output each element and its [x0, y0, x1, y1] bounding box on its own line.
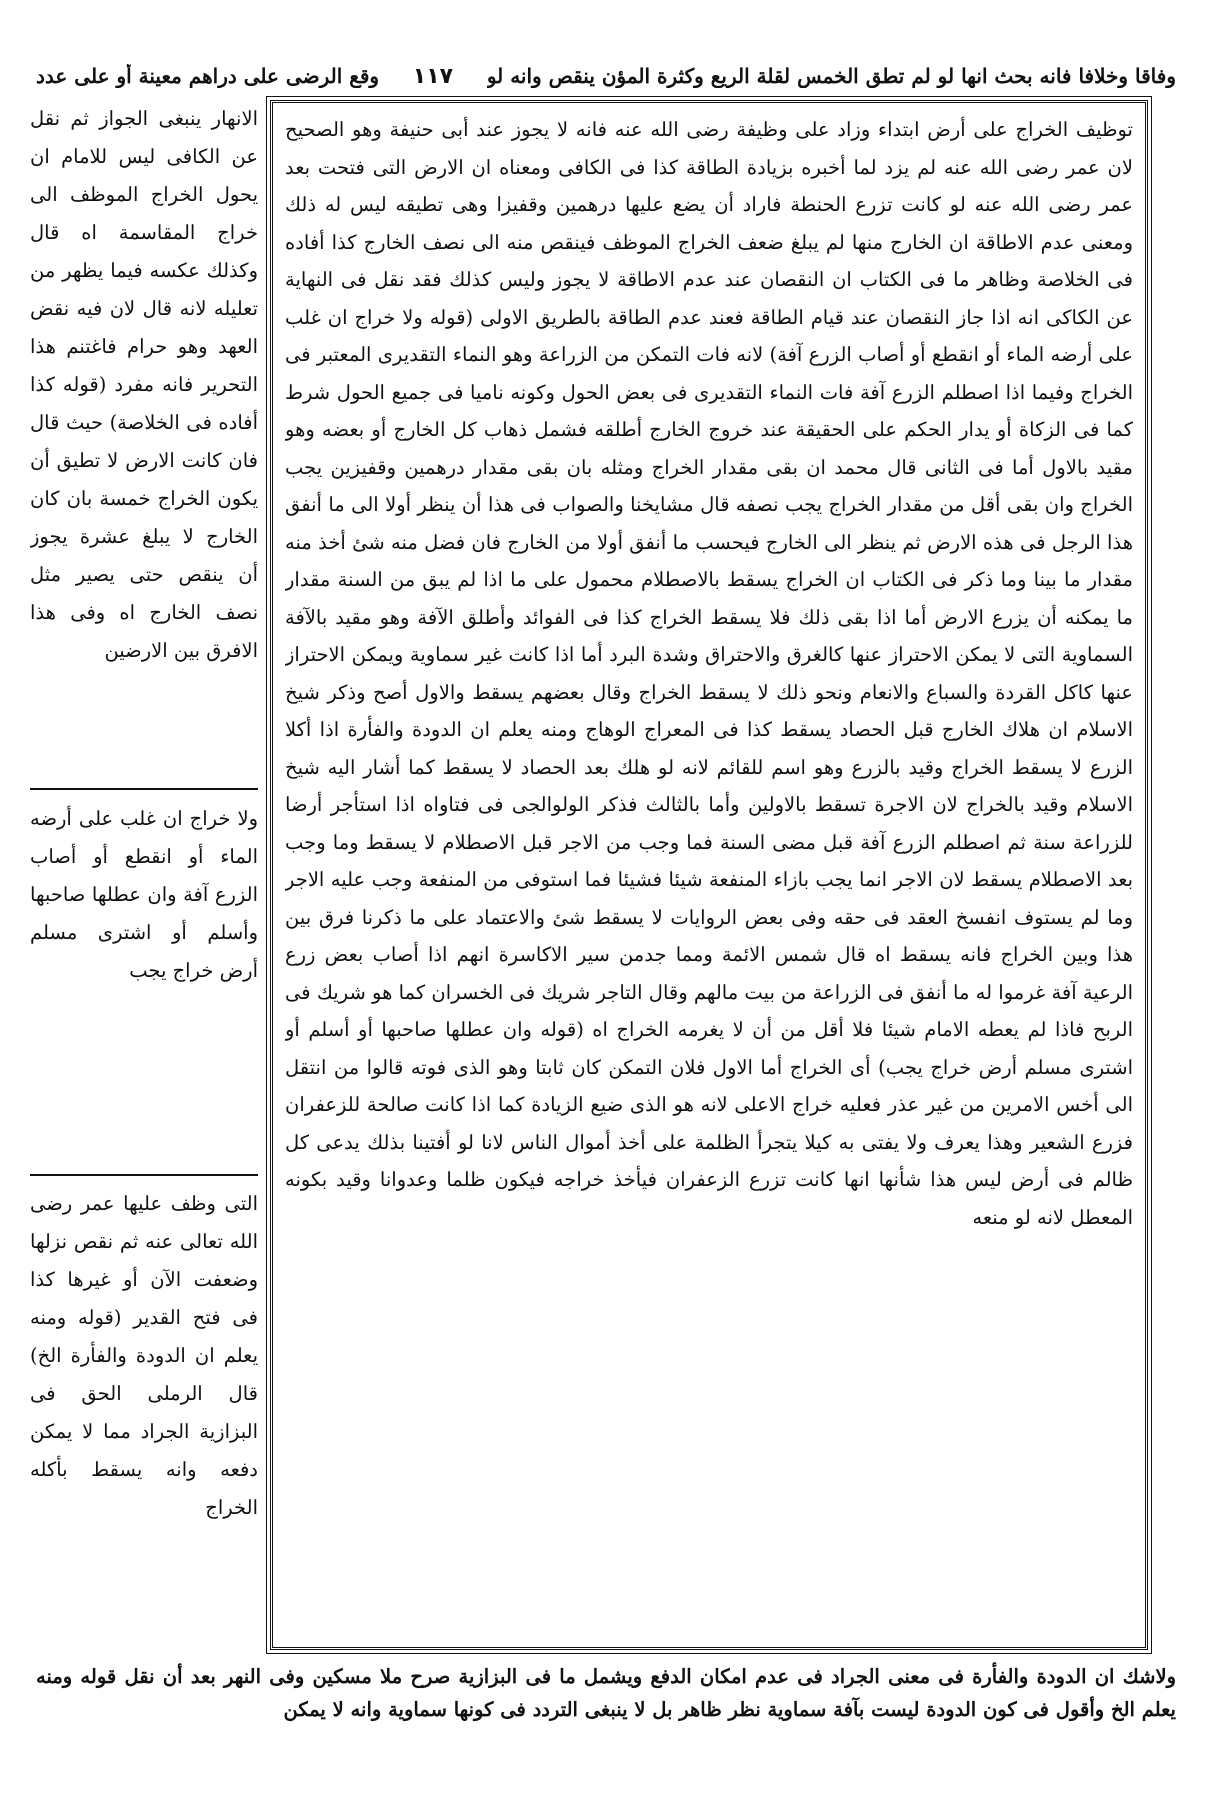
page-header — [36, 56, 1176, 96]
margin-block-3: التى وظف عليها عمر رضى الله تعالى عنه ثم نقص نزلها وضعفت الآن أو غيرها كذا فى فتح القدير (قوله ومنه يعلم ان الدودة والفأرة الخ) قال الرملى الحق فى البزازية الجراد مما لا يمكن دفعه وانه يسقط بأكله الخراج — [30, 1192, 258, 1519]
running-head-right: وفاقا وخلافا فانه بحث انها لو لم تطق الخمس لقلة الريع وكثرة المؤن ينقص وانه لو — [486, 64, 1176, 88]
footer-text: ولاشك ان الدودة والفأرة فى معنى الجراد فى عدم امكان الدفع ويشمل ما فى البزازية صرح ملا مسكين وفى النهر بعد أن نقل قوله ومنه يعلم الخ وأقول فى كون الدودة ليست بآفة سماوية نظر ظاهر بل لا ينبغى التردد فى كونها سماوية وانه لا يمكن — [36, 1665, 1176, 1721]
main-text: توظيف الخراج على أرض ابتداء وزاد على وظيفة رضى الله عنه فانه لا يجوز عند أبى حنيفة وهو الصحيح لان عمر رضى الله عنه لم يزد لما أخبره بزيادة الطاقة كذا فى الكافى ومعناه ان الارض التى فتحت بعد عمر رضى الله عنه لو كانت تزرع الحنطة فاراد أن يضع عليها درهمين وقفيزا وهى تطيقه ليس له ذلك ومعنى عدم الاطاقة ان الخارج منها لم يبلغ ضعف الخراج الموظف فينقص منه الى نصف الخارج كذا أفاده فى الخلاصة وظاهر ما فى الكتاب ان النقصان عند عدم الاطاقة لا يجوز وليس كذلك فقد نقل فى النهاية عن الكاكى انه اذا جاز النقصان عند قيام الطاقة فعند عدم الطاقة بالطريق الاولى (قوله ولا خراج ان غلب على أرضه الماء أو انقطع أو أصاب الزرع آفة) لانه فات التمكن من الزراعة وهو النماء التقديرى المعتبر فى الخراج وفيما اذا اصطلم الزرع آفة فات النماء التقديرى فى بعض الحول وكونه ناميا فى جميع الحول شرط كما فى الزكاة أو يدار الحكم على الحقيقة عند خروج الخارج أطلقه فشمل ذهاب كل الخارج أو بعضه وهو مقيد بالاول أما فى الثانى قال محمد ان بقى مقدار الخراج ومثله بان بقى مقدار درهمين وقفيزين يجب الخراج وان بقى أقل من مقدار الخراج يجب نصفه قال مشايخنا والصواب فى هذا أن ينظر أولا الى ما أنفق هذا الرجل فى هذه الارض ثم ينظر الى الخارج فيحسب ما أنفق أولا من الخارج فان فضل منه شئ أخذ منه مقدار ما بينا وما ذكر فى الكتاب ان الخراج يسقط بالاصطلام محمول على ما اذا لم يبق من السنة مقدار ما يمكنه أن يزرع الارض أما اذا بقى ذلك فلا يسقط الخراج كذا فى الفوائد وأطلق الآفة وهو مقيد بالآفة السماوية التى لا يمكن الاحتراز عنها كالغرق والاحتراق وشدة البرد أما اذا كانت غير سماوية ويمكن الاحتراز عنها كاكل القردة والسباع والانعام ونحو ذلك لا يسقط الخراج وقال بعضهم يسقط والاول أصح وذكر شيخ الاسلام ان هلاك الخارج قبل الحصاد يسقط كذا فى المعراج الوهاج ومنه يعلم ان الدودة والفأرة اذا أكلا الزرع لا يسقط الخراج وقيد بالزرع وهو اسم للقائم لانه لو هلك بعد الحصاد لا يسقط كما أشار اليه شيخ الاسلام وقيد بالخراج لان الاجرة تسقط بالاولين وأما بالثالث فذكر الولوالجى فى فتاواه اذا استأجر أرضا للزراعة سنة ثم اصطلم الزرع آفة قبل مضى السنة فما وجب من الاجر قبل الاصطلام لا يسقط وما وجب بعد الاصطلام يسقط لان الاجر انما يجب بازاء المنفعة شيئا فشيئا فما استوفى من المنفعة وجب عليه الاجر وما لم يستوف انفسخ العقد فى حقه وفى بعض الروايات لا يسقط شئ والاعتماد على ما ذكرنا فرق بين هذا وبين الخراج فانه يسقط اه قال شمس الائمة ومما جدمن سير الاكاسرة انهم اذا أصاب بعض زرع الرعية آفة غرموا له ما أنفق فى الزراعة من بيت مالهم وقال التاجر شريك فى الخسران كما هو شريك فى الربح فاذا لم يعطه الامام شيئا فلا أقل من أن لا يغرمه الخراج اه (قوله وان عطلها صاحبها أو أسلم أو اشترى مسلم أرض خراج يجب) أى الخراج أما الاول فلان التمكن كان ثابتا وهو الذى فوته قالوا من انتقل الى أخس الامرين من غير عذر فعليه خراج الاعلى لانه هو الذى ضيع الزيادة كما اذا كانت صالحة للزعفران فزرع الشعير وهذا يعرف ولا يفتى به كيلا يتجرأ الظلمة على أخذ أموال الناس لانا لو أفتينا بذلك يدعى كل ظالم فى أرض ليس هذا شأنها انها كانت تزرع الزعفران فيأخذ خراجه فيكون ظلما وعدوانا وقيد بكونه المعطل لانه لو منعه — [285, 118, 1133, 1229]
margin-divider-1 — [30, 788, 258, 790]
margin-divider-2 — [30, 1174, 258, 1176]
running-head-left: وقع الرضى على دراهم معينة أو على عدد — [36, 64, 380, 88]
page-number: ١١٧ — [412, 63, 454, 89]
margin-commentary — [30, 100, 258, 1805]
margin-block-2: ولا خراج ان غلب على أرضه الماء أو انقطع أو أصاب الزرع آفة وان عطلها صاحبها وأسلم أو اشترى مسلم أرض خراج يجب — [30, 807, 258, 982]
main-text-frame — [270, 100, 1148, 1650]
margin-block-1: الانهار ينبغى الجواز ثم نقل عن الكافى ليس للامام ان يحول الخراج الموظف الى خراج المقاسمة اه قال وكذلك عكسه فيما يظهر من تعليله لانه قال لان فيه نقض العهد وهو حرام فاغتنم هذا التحرير فانه مفرد (قوله كذا أفاده فى الخلاصة) حيث قال فان كانت الارض لا تطيق أن يكون الخراج خمسة بان كان الخارج لا يبلغ عشرة يجوز أن ينقص حتى يصير مثل نصف الخارج اه وفى هذا الافرق بين الارضين — [30, 107, 258, 662]
